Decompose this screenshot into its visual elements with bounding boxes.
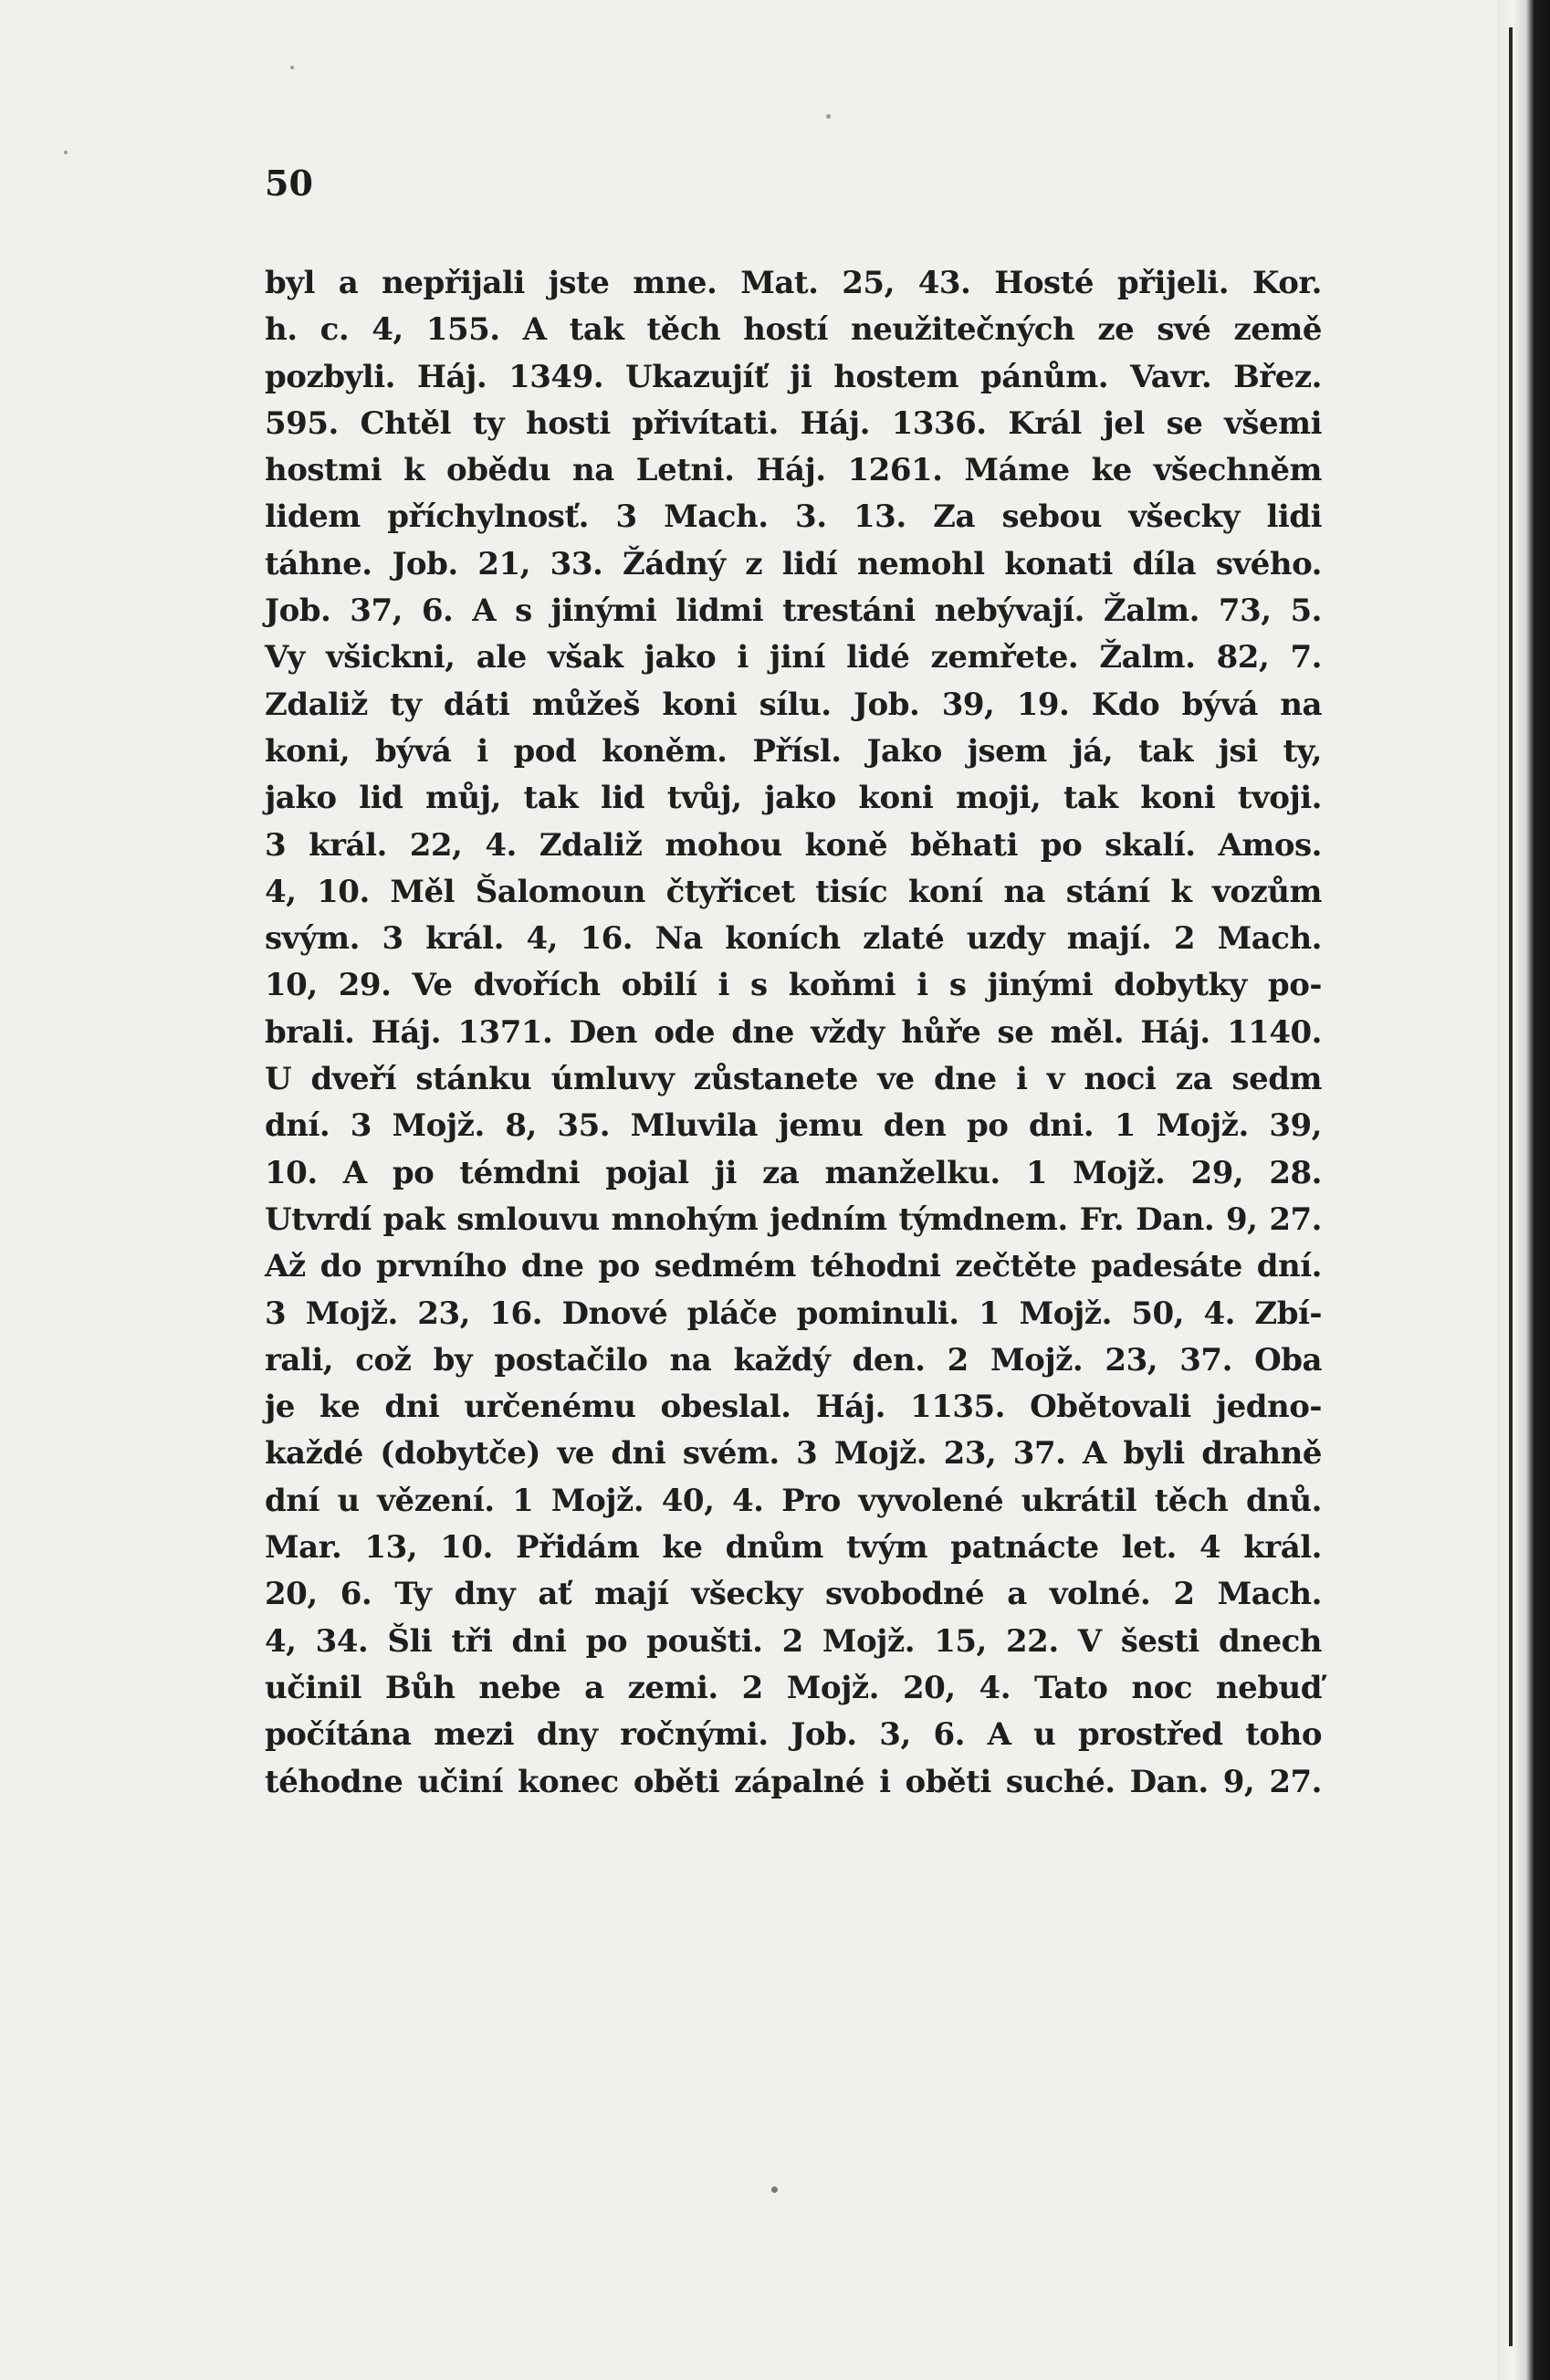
text-line: počítána mezi dny ročnými. Job. 3, 6. A u prostřed toho [265, 1716, 1322, 1754]
text-line: U dveří stánku úmluvy zůstanete ve dne i v noci za sedm [265, 1061, 1322, 1098]
text-line: Až do prvního dne po sedmém téhodni zečtěte padesáte dní. [265, 1248, 1322, 1285]
text-line: téhodne učiní konec oběti zápalné i oběti suché. Dan. 9, 27. [265, 1763, 1322, 1800]
body-text [265, 260, 1322, 1806]
text-line: hostmi k obědu na Letni. Háj. 1261. Máme ke všechněm [265, 452, 1322, 489]
paper-speck [64, 151, 68, 154]
page-spine-edge [1497, 0, 1550, 2380]
text-line: h. c. 4, 155. A tak těch hostí neužitečných ze své země [265, 311, 1322, 349]
text-line: 4, 34. Šli tři dni po poušti. 2 Mojž. 15, 22. V šesti dnech [265, 1622, 1322, 1660]
text-line: pozbyli. Háj. 1349. Ukazujíť ji hostem pánům. Vavr. Břez. [265, 358, 1322, 395]
text-line: učinil Bůh nebe a zemi. 2 Mojž. 20, 4. Tato noc nebuď [265, 1669, 1322, 1706]
paper-speck [771, 2186, 778, 2193]
text-line: 10, 29. Ve dvořích obilí i s koňmi i s jinými dobytky po- [265, 967, 1322, 1004]
text-line: Job. 37, 6. A s jinými lidmi trestáni nebývají. Žalm. 73, 5. [265, 592, 1322, 630]
text-line: dní u vězení. 1 Mojž. 40, 4. Pro vyvolené ukrátil těch dnů. [265, 1482, 1322, 1519]
text-line: je ke dni určenému obeslal. Háj. 1135. Obětovali jedno- [265, 1389, 1322, 1426]
text-line: 595. Chtěl ty hosti přivítati. Háj. 1336. Král jel se všemi [265, 404, 1322, 442]
text-line: každé (dobytče) ve dni svém. 3 Mojž. 23, 37. A byli drahně [265, 1435, 1322, 1473]
text-line: Mar. 13, 10. Přidám ke dnům tvým patnácte let. 4 král. [265, 1529, 1322, 1567]
paper-speck [826, 114, 831, 119]
text-line: dní. 3 Mojž. 8, 35. Mluvila jemu den po dni. 1 Mojž. 39, [265, 1107, 1322, 1145]
text-line: Zdaliž ty dáti můžeš koni sílu. Job. 39, 19. Kdo bývá na [265, 686, 1322, 723]
paper-speck [290, 66, 294, 69]
text-line: 4, 10. Měl Šalomoun čtyřicet tisíc koní na stání k vozům [265, 873, 1322, 910]
text-line: byl a nepřijali jste mne. Mat. 25, 43. Hosté přijeli. Kor. [265, 265, 1322, 301]
text-line: 20, 6. Ty dny ať mají všecky svobodné a volné. 2 Mach. [265, 1576, 1322, 1613]
page-number: 50 [265, 163, 313, 204]
spine-shadow-line [1509, 27, 1513, 2346]
text-line: rali, což by postačilo na každý den. 2 Mojž. 23, 37. Oba [265, 1341, 1322, 1379]
text-line: táhne. Job. 21, 33. Žádný z lidí nemohl konati díla svého. [265, 545, 1322, 582]
text-line: brali. Háj. 1371. Den ode dne vždy hůře se měl. Háj. 1140. [265, 1013, 1322, 1051]
text-line: 3 Mojž. 23, 16. Dnové pláče pominuli. 1 Mojž. 50, 4. Zbí- [265, 1295, 1322, 1332]
text-line: svým. 3 král. 4, 16. Na koních zlaté uzdy mají. 2 Mach. [265, 920, 1322, 958]
text-line: jako lid můj, tak lid tvůj, jako koni moji, tak koni tvoji. [265, 780, 1322, 817]
text-line: Utvrdí pak smlouvu mnohým jedním týmdnem. Fr. Dan. 9, 27. [265, 1200, 1322, 1238]
text-line: lidem příchylnosť. 3 Mach. 3. 13. Za sebou všecky lidi [265, 498, 1322, 536]
text-line: Vy všickni, ale však jako i jiní lidé zemřete. Žalm. 82, 7. [265, 639, 1322, 676]
text-line: 3 král. 22, 4. Zdaliž mohou koně běhati po skalí. Amos. [265, 826, 1322, 864]
text-line: koni, bývá i pod koněm. Přísl. Jako jsem já, tak jsi ty, [265, 732, 1322, 770]
text-line: 10. A po témdni pojal ji za manželku. 1 Mojž. 29, 28. [265, 1154, 1322, 1191]
